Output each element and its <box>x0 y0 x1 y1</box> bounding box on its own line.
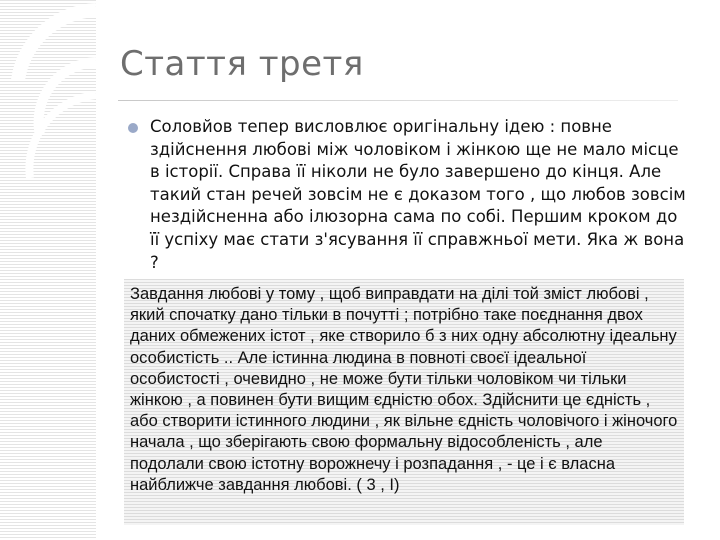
round-bullet-icon <box>128 123 138 133</box>
left-decorative-strip <box>0 0 96 540</box>
upper-arc-shape <box>18 10 96 80</box>
bullet-item <box>128 116 688 274</box>
title-divider <box>118 100 678 101</box>
quote-text: Завдання любові у тому , щоб виправдати на ділі той зміст любові , який спочатку дано тільки в почутті ; потрібно таке поєднання двох даних обмежених істот , яке створило б з них одну абсолютну ідеальну особистість .. Але істинна людина в повноті своєї ідеальної особистості , очевидно , не може бути тільки чоловіком чи тільки жінкою , а повинен бути вищим єдністю обох. Здійснити це єдність , або створити істинного людини , як вільне єдність чоловічого і жіночого начала , що зберігають свою формальну відособленість , але подолали свою істотну ворожнечу і розпадання , - це і є власна найближче завдання любові. ( 3 , I) <box>130 285 678 494</box>
slide-title: Стаття третя <box>120 44 364 84</box>
quote-box <box>124 279 684 525</box>
circle-arcs-decoration-icon <box>0 0 96 540</box>
bullet-text: Соловйов тепер висловлює оригінальну ідею : повне здійснення любові між чоловіком і жінкою ще не мало місце в історії. Справа її ніколи не було завершено до кінця. Але такий стан речей зовсім не є доказом того , що любов зовсім нездійсненна або ілюзорна сама по собі. Першим кроком до її успіху має стати з'ясування її справжньої мети. Яка ж вона ? <box>150 117 686 272</box>
